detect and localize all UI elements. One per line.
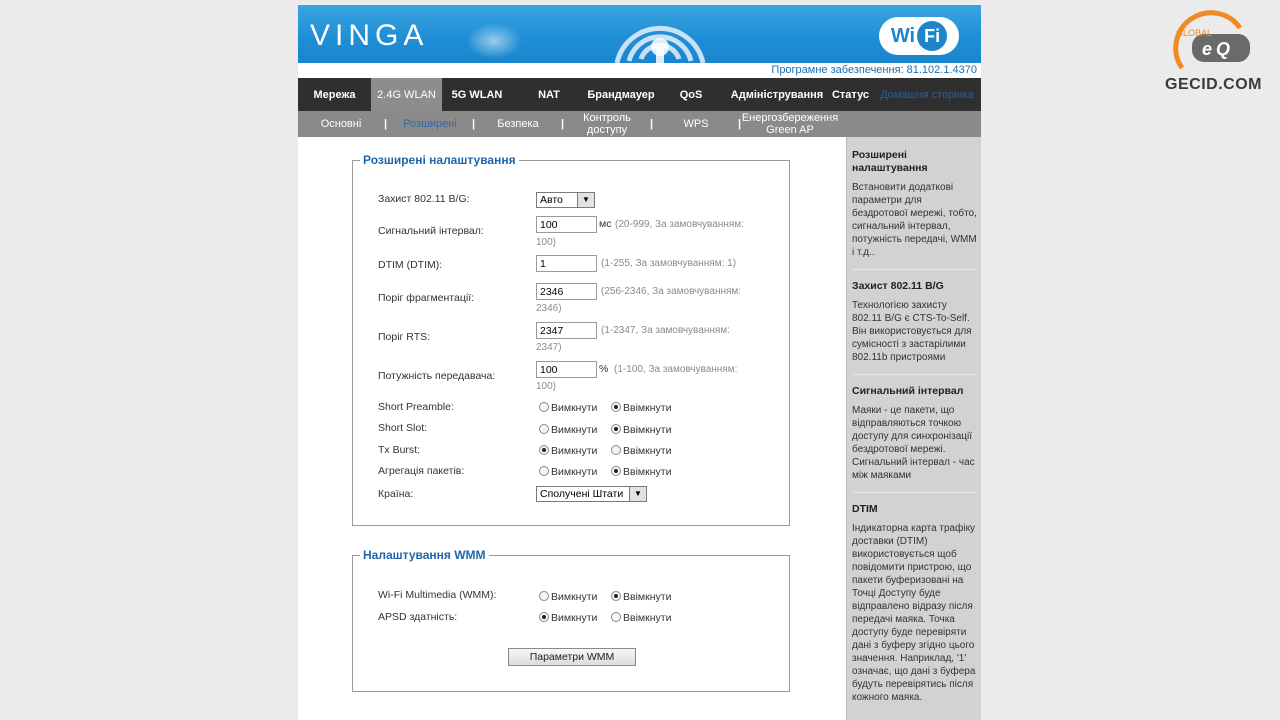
wmm-title: Налаштування WMM bbox=[363, 548, 486, 562]
menu-item-nat[interactable]: NAT bbox=[538, 88, 560, 101]
menu-item-2g-wlan[interactable]: 2.4G WLAN bbox=[371, 78, 442, 111]
apsd-off-radio[interactable]: Вимкнути bbox=[539, 612, 597, 624]
beacon-interval-input[interactable] bbox=[536, 216, 597, 233]
help-title: DTIM bbox=[852, 503, 878, 515]
power-unit: % bbox=[599, 363, 609, 375]
country-select[interactable]: Сполучені Штати ▼ bbox=[536, 486, 647, 502]
frag-threshold-input[interactable] bbox=[536, 283, 597, 300]
help-section bbox=[852, 503, 977, 704]
tx-burst-on-radio[interactable]: Ввімкнути bbox=[611, 445, 671, 457]
help-title: Сигнальний інтервал bbox=[852, 385, 964, 397]
short-slot-off-radio[interactable]: Вимкнути bbox=[539, 424, 597, 436]
help-section bbox=[852, 149, 977, 270]
submenu-wps[interactable]: WPS bbox=[683, 118, 709, 130]
help-section bbox=[852, 280, 977, 375]
protection-label: Захист 802.11 B/G: bbox=[378, 193, 470, 205]
short-preamble-on-radio[interactable]: Ввімкнути bbox=[611, 402, 671, 414]
protection-select[interactable]: Авто ▼ bbox=[536, 192, 595, 208]
frag-label: Поріг фрагментації: bbox=[378, 292, 475, 304]
advanced-settings-title: Розширені налаштування bbox=[363, 153, 516, 167]
wmm-label: Wi-Fi Multimedia (WMM): bbox=[378, 589, 497, 601]
wifi-signal-icon bbox=[595, 5, 725, 63]
tx-burst-off-radio[interactable]: Вимкнути bbox=[539, 445, 597, 457]
submenu-advanced[interactable]: Розширені bbox=[403, 118, 457, 130]
power-hint: (1-100, За замовчуванням: bbox=[614, 364, 738, 375]
help-section bbox=[852, 385, 977, 493]
dtim-hint: (1-255, За замовчуванням: 1) bbox=[601, 258, 737, 269]
rts-label: Поріг RTS: bbox=[378, 331, 431, 343]
short-preamble-off-radio[interactable]: Вимкнути bbox=[539, 402, 597, 414]
help-text: Технологією захисту 802.11 B/G є CTS-To-Self. Він використовується для сумісності з застарілими 802.11b пристроями bbox=[852, 300, 972, 363]
submenu-security[interactable]: Безпека bbox=[497, 118, 539, 130]
wmm-on-radio[interactable]: Ввімкнути bbox=[611, 591, 671, 603]
aggregation-off-radio[interactable]: Вимкнути bbox=[539, 466, 597, 478]
menu-item-status[interactable]: Статус bbox=[831, 88, 870, 101]
rts-threshold-input[interactable] bbox=[536, 322, 597, 339]
menu-item-5g-wlan[interactable]: 5G WLAN bbox=[451, 88, 503, 101]
header-banner bbox=[298, 5, 981, 63]
help-text: Маяки - це пакети, що відправляються точкою доступу для синхронізації бездротової мережі. Сигнальний інтервал - час між маяками bbox=[852, 405, 975, 481]
apsd-label: APSD здатність: bbox=[378, 611, 458, 623]
tx-burst-label: Tx Burst: bbox=[378, 444, 421, 456]
help-text: Індикаторна карта трафіку доставки (DTIM) використовується щоб повідомити пристрою, що пакети буферизовані на Точці Доступу буде відправлено відразу після передачі маяка. Точка доступу буде перевіряти дані з буферу згідно цього значення. Наприклад, '1' означає, що дані з буфера будуть перевірятись після кожного маяка. bbox=[852, 523, 976, 703]
help-title: Захист 802.11 B/G bbox=[852, 280, 944, 292]
wmm-parameters-button[interactable]: Параметри WMM bbox=[508, 648, 636, 666]
submenu-access-control[interactable]: Контроль доступу bbox=[583, 112, 631, 136]
aggregation-on-radio[interactable]: Ввімкнути bbox=[611, 466, 671, 478]
banner-graphic bbox=[466, 23, 522, 59]
power-label: Потужність передавача: bbox=[378, 370, 496, 382]
dtim-label: DTIM (DTIM): bbox=[378, 259, 443, 271]
brand-logo: VINGA bbox=[310, 19, 429, 52]
router-page bbox=[298, 5, 981, 720]
beacon-hint: (20-999, За замовчуванням: bbox=[615, 219, 744, 230]
aggregation-label: Агрегація пакетів: bbox=[378, 465, 465, 477]
firmware-version: Програмне забезпечення: 81.102.1.4370 bbox=[771, 64, 977, 76]
help-title: Розширені налаштування bbox=[852, 149, 928, 174]
chevron-down-icon: ▼ bbox=[629, 487, 646, 501]
svg-text:e: e bbox=[1202, 39, 1213, 59]
chevron-down-icon: ▼ bbox=[577, 193, 594, 207]
menu-item-home[interactable]: Домашня сторінка bbox=[880, 88, 974, 101]
frag-hint-2: 2346) bbox=[536, 303, 562, 314]
menu-item-firewall[interactable]: Брандмауер bbox=[587, 88, 655, 101]
country-label: Країна: bbox=[378, 488, 414, 500]
short-slot-label: Short Slot: bbox=[378, 422, 428, 434]
watermark-text: GECID.COM bbox=[1165, 76, 1262, 93]
help-sidebar bbox=[846, 137, 981, 720]
rts-hint-2: 2347) bbox=[536, 342, 562, 353]
tx-power-input[interactable] bbox=[536, 361, 597, 378]
svg-text:GLOBAL: GLOBAL bbox=[1176, 28, 1213, 38]
menu-item-network[interactable]: Мережа bbox=[313, 88, 356, 101]
sub-menu: Основні | Розширені | Безпека | Контроль доступу | WPS | Енергозбереження Green AP bbox=[298, 111, 981, 137]
frag-hint: (256-2346, За замовчуванням: bbox=[601, 286, 742, 297]
beacon-hint-2: 100) bbox=[536, 237, 557, 248]
beacon-unit: мс bbox=[599, 218, 612, 230]
wmm-off-radio[interactable]: Вимкнути bbox=[539, 591, 597, 603]
short-preamble-label: Short Preamble: bbox=[378, 401, 454, 413]
submenu-basic[interactable]: Основні bbox=[320, 118, 362, 130]
rts-hint: (1-2347, За замовчуванням: bbox=[601, 325, 730, 336]
apsd-on-radio[interactable]: Ввімкнути bbox=[611, 612, 671, 624]
short-slot-on-radio[interactable]: Ввімкнути bbox=[611, 424, 671, 436]
help-text: Встановити додаткові параметри для бездротової мережі, тобто, сигнальний інтервал, потужність передачі, WMM і т.д.. bbox=[852, 182, 977, 258]
svg-text:Q: Q bbox=[1216, 39, 1231, 59]
submenu-green-ap[interactable]: Енергозбереження Green AP bbox=[741, 112, 839, 136]
dtim-input[interactable] bbox=[536, 255, 597, 272]
beacon-label: Сигнальний інтервал: bbox=[378, 225, 484, 237]
wifi-badge-icon: Wi Fi bbox=[879, 17, 959, 55]
main-menu bbox=[298, 78, 981, 111]
menu-item-administration[interactable]: Адміністрування bbox=[730, 88, 824, 101]
power-hint-2: 100) bbox=[536, 381, 557, 392]
menu-item-qos[interactable]: QoS bbox=[679, 88, 703, 101]
